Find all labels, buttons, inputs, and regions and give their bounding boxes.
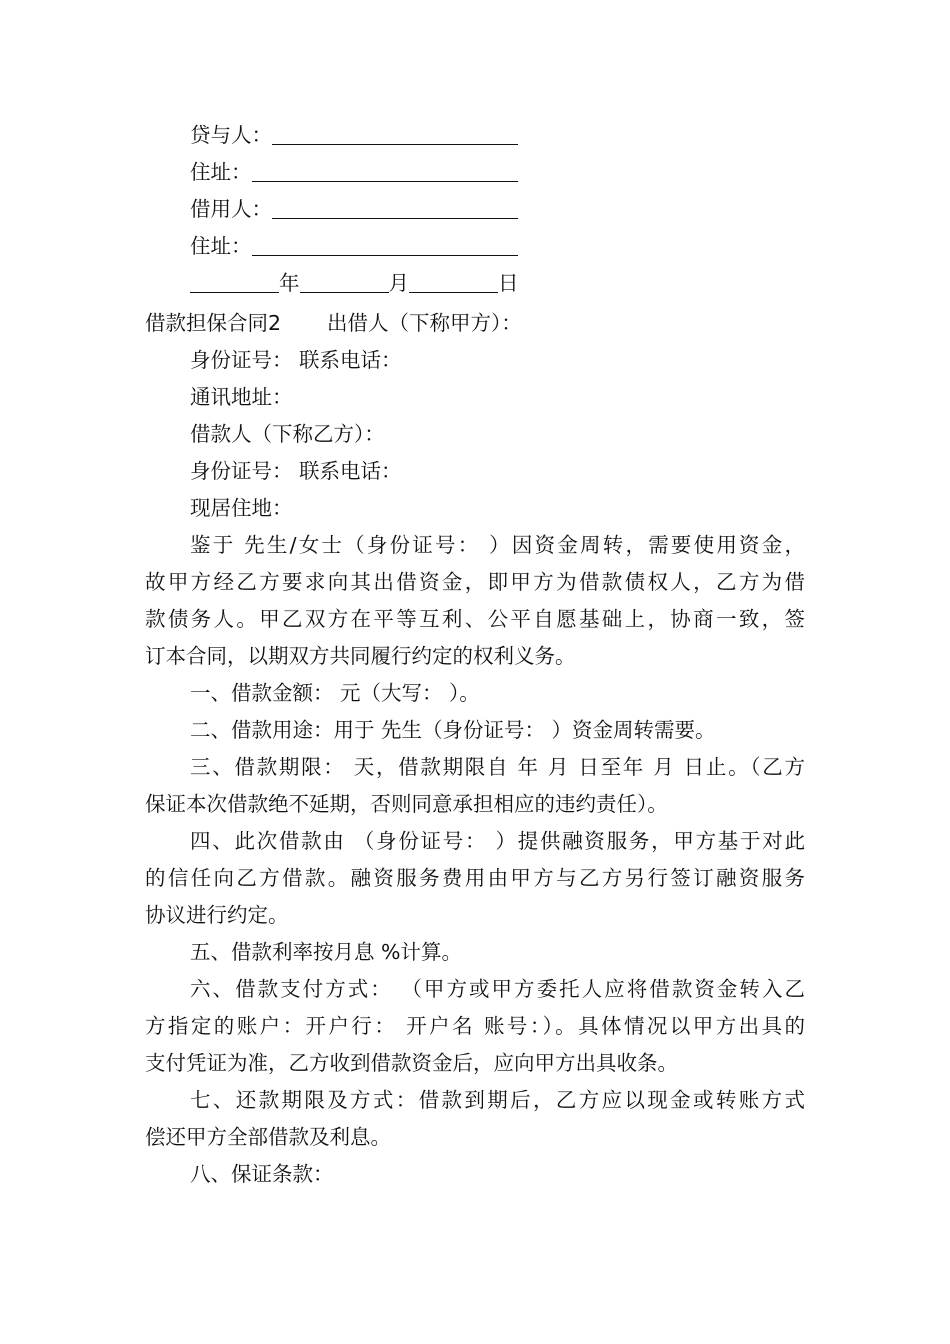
clause-6-line: 方指定的账户：开户行： 开户名 账号：）。具体情况以甲方出具的 bbox=[145, 1014, 805, 1038]
preamble-line: 款债务人。甲乙双方在平等互利、公平自愿基础上，协商一致，签 bbox=[145, 607, 805, 631]
lender-label: 贷与人： bbox=[190, 123, 272, 147]
clause-8: 八、保证条款： bbox=[190, 1162, 334, 1186]
clause-3-line: 保证本次借款绝不延期，否则同意承担相应的违约责任）。 bbox=[145, 792, 668, 816]
clause-4-line: 协议进行约定。 bbox=[145, 903, 289, 927]
year-blank bbox=[190, 272, 279, 293]
month-label: 月 bbox=[388, 271, 409, 295]
clause-7-line: 七、还款期限及方式：借款到期后，乙方应以现金或转账方式 bbox=[190, 1088, 805, 1112]
party-a-id-line: 身份证号： 联系电话： bbox=[190, 348, 402, 372]
party-b-residence: 现居住地： bbox=[190, 496, 293, 520]
lender-address-line bbox=[190, 159, 518, 185]
borrower-label: 借用人： bbox=[190, 197, 272, 221]
clause-6-line: 支付凭证为准，乙方收到借款资金后，应向甲方出具收条。 bbox=[145, 1051, 678, 1075]
clause-7-line: 偿还甲方全部借款及利息。 bbox=[145, 1125, 391, 1149]
year-label: 年 bbox=[279, 271, 300, 295]
month-blank bbox=[300, 272, 389, 293]
preamble-line: 鉴于 先生/女士（身份证号： ）因资金周转，需要使用资金， bbox=[190, 533, 805, 557]
clause-4-line: 的信任向乙方借款。融资服务费用由甲方与乙方另行签订融资服务 bbox=[145, 866, 805, 890]
lender-address-blank bbox=[252, 161, 518, 182]
lender-address-label: 住址： bbox=[190, 160, 252, 184]
preamble-line: 订本合同，以期双方共同履行约定的权利义务。 bbox=[145, 644, 576, 668]
lender-line bbox=[190, 122, 518, 148]
date-line bbox=[190, 270, 519, 296]
party-a-label: 出借人（下称甲方）： bbox=[327, 311, 522, 335]
lender-blank bbox=[272, 124, 518, 145]
clause-5: 五、借款利率按月息 %计算。 bbox=[190, 940, 462, 964]
borrower-address-blank bbox=[252, 235, 518, 256]
borrower-line bbox=[190, 196, 518, 222]
party-b-id-line: 身份证号： 联系电话： bbox=[190, 459, 402, 483]
party-a-address: 通讯地址： bbox=[190, 385, 293, 409]
clause-3-line: 三、借款期限： 天，借款期限自 年 月 日至年 月 日止。（乙方 bbox=[190, 755, 805, 779]
contract-title-line bbox=[145, 310, 522, 336]
contract-title: 借款担保合同2 bbox=[145, 311, 282, 335]
clause-2: 二、借款用途：用于 先生（身份证号： ）资金周转需要。 bbox=[190, 718, 716, 742]
borrower-blank bbox=[272, 198, 518, 219]
day-label: 日 bbox=[498, 271, 519, 295]
party-b-label: 借款人（下称乙方）： bbox=[190, 422, 385, 446]
day-blank bbox=[409, 272, 498, 293]
borrower-address-line bbox=[190, 233, 518, 259]
clause-1: 一、借款金额： 元（大写： ）。 bbox=[190, 681, 480, 705]
preamble-line: 故甲方经乙方要求向其出借资金，即甲方为借款债权人，乙方为借 bbox=[145, 570, 805, 594]
clause-6-line: 六、借款支付方式： （甲方或甲方委托人应将借款资金转入乙 bbox=[190, 977, 805, 1001]
borrower-address-label: 住址： bbox=[190, 234, 252, 258]
clause-4-line: 四、此次借款由 （身份证号： ）提供融资服务，甲方基于对此 bbox=[190, 829, 805, 853]
